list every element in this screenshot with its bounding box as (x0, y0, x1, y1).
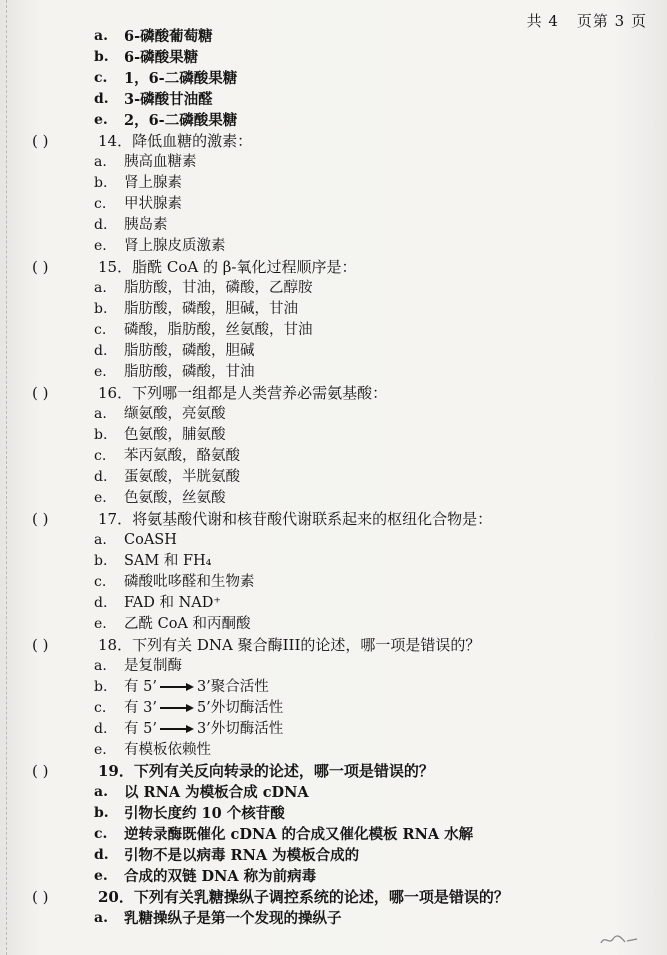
question-text: 20．下列有关乳糖操纵子调控系统的论述，哪一项是错误的？ (98, 888, 509, 906)
question-text: 15．脂酰 CoA 的 β-氧化过程顺序是： (98, 258, 357, 276)
option-letter: a. (94, 28, 108, 44)
option-row (0, 614, 667, 635)
option-row (0, 278, 667, 299)
right-arrow-icon (160, 683, 194, 691)
option-row (0, 593, 667, 614)
option-row (0, 110, 667, 131)
right-arrow-icon (160, 704, 194, 712)
option-text: CoASH (124, 532, 177, 548)
scribble-icon (599, 933, 639, 947)
option-text: 有模板依赖性 (124, 742, 211, 758)
option-text: 合成的双链 DNA 称为前病毒 (124, 868, 317, 885)
option-letter: b. (94, 805, 109, 821)
answer-blank: ( ) (32, 636, 49, 654)
option-text: 6-磷酸葡萄糖 (124, 28, 213, 45)
option-text: 磷酸吡哆醛和生物素 (124, 574, 255, 590)
option-letter: b. (94, 679, 108, 695)
option-row (0, 530, 667, 551)
option-text: 以 RNA 为模板合成 cDNA (124, 784, 309, 801)
option-text: 磷酸，脂肪酸，丝氨酸，甘油 (124, 322, 313, 338)
pen-scribble-mark (599, 933, 639, 951)
option-row (0, 215, 667, 236)
option-letter: a. (94, 406, 107, 422)
option-row (0, 656, 667, 677)
option-text: 脂肪酸，磷酸，胆碱 (124, 343, 255, 359)
option-row (0, 152, 667, 173)
option-letter: c. (94, 826, 108, 842)
question-17 (0, 509, 667, 530)
option-row (0, 572, 667, 593)
option-row (0, 299, 667, 320)
option-letter: d. (94, 343, 108, 359)
direction-from: 有 5’ (124, 721, 157, 737)
option-letter: b. (94, 301, 108, 317)
option-letter: c. (94, 700, 107, 716)
option-row (0, 467, 667, 488)
option-letter: a. (94, 280, 107, 296)
direction-from: 有 3’ (124, 700, 157, 716)
option-text: SAM 和 FH₄ (124, 553, 212, 569)
option-letter: a. (94, 154, 107, 170)
option-letter: b. (94, 427, 108, 443)
answer-blank: ( ) (32, 888, 49, 906)
option-row (0, 425, 667, 446)
question-text: 14．降低血糖的激素： (98, 132, 253, 150)
option-letter: c. (94, 322, 107, 338)
option-text: 脂肪酸，磷酸，甘油 (124, 364, 255, 380)
question-18 (0, 635, 667, 656)
question-text: 16．下列哪一组都是人类营养必需氨基酸： (98, 384, 388, 402)
direction-to: 3’外切酶活性 (196, 721, 284, 737)
question-text: 19．下列有关反向转录的论述，哪一项是错误的？ (98, 762, 434, 780)
option-row (0, 47, 667, 68)
option-letter: d. (94, 91, 109, 107)
option-row (0, 824, 667, 845)
option-letter: a. (94, 910, 108, 926)
total-pages: 共 4 (526, 12, 559, 30)
option-letter: d. (94, 595, 108, 611)
option-letter: d. (94, 469, 108, 485)
question-text: 18．下列有关 DNA 聚合酶III的论述，哪一项是错误的？ (98, 636, 481, 654)
direction-to: 3’聚合活性 (196, 679, 269, 695)
answer-blank: ( ) (32, 510, 49, 528)
option-text (124, 719, 283, 740)
option-row (0, 320, 667, 341)
option-letter: b. (94, 553, 108, 569)
option-text: 苯丙氨酸，酪氨酸 (124, 448, 240, 464)
option-text: 甲状腺素 (124, 196, 182, 212)
option-row (0, 404, 667, 425)
question-20 (0, 887, 667, 908)
option-text: 2，6-二磷酸果糖 (124, 112, 238, 129)
option-row (0, 68, 667, 89)
answer-blank: ( ) (32, 384, 49, 402)
option-letter: c. (94, 448, 107, 464)
question-list (0, 26, 667, 929)
option-letter: c. (94, 196, 107, 212)
option-text: 肾上腺皮质激素 (124, 238, 226, 254)
option-text: 色氨酸，丝氨酸 (124, 490, 226, 506)
option-letter: b. (94, 175, 108, 191)
option-row (0, 782, 667, 803)
question-text: 17．将氨基酸代谢和核苷酸代谢联系起来的枢纽化合物是： (98, 510, 493, 528)
option-letter: e. (94, 238, 107, 254)
answer-blank: ( ) (32, 258, 49, 276)
option-text: 6-磷酸果糖 (124, 49, 199, 66)
right-arrow-icon (160, 725, 194, 733)
option-letter: e. (94, 364, 107, 380)
option-text: 色氨酸，脯氨酸 (124, 427, 226, 443)
option-text: 乳糖操纵子是第一个发现的操纵子 (124, 910, 342, 927)
option-row (0, 698, 667, 719)
option-text (124, 677, 269, 698)
option-row (0, 908, 667, 929)
answer-blank: ( ) (32, 132, 49, 150)
option-row (0, 236, 667, 257)
option-row (0, 26, 667, 47)
option-row (0, 173, 667, 194)
option-row (0, 551, 667, 572)
option-letter: e. (94, 490, 107, 506)
option-letter: e. (94, 742, 107, 758)
option-letter: d. (94, 721, 108, 737)
answer-blank: ( ) (32, 762, 49, 780)
option-text (124, 698, 283, 719)
direction-from: 有 5’ (124, 679, 157, 695)
option-text: 胰岛素 (124, 217, 168, 233)
option-row (0, 719, 667, 740)
option-text: 肾上腺素 (124, 175, 182, 191)
option-letter: e. (94, 616, 107, 632)
option-row (0, 488, 667, 509)
option-row (0, 194, 667, 215)
question-19 (0, 761, 667, 782)
option-text: 缬氨酸，亮氨酸 (124, 406, 226, 422)
question-14 (0, 131, 667, 152)
option-letter: c. (94, 574, 107, 590)
option-text: 胰高血糖素 (124, 154, 197, 170)
option-text: 脂肪酸，磷酸，胆碱，甘油 (124, 301, 298, 317)
option-letter: a. (94, 532, 107, 548)
option-letter: a. (94, 784, 108, 800)
option-row (0, 845, 667, 866)
option-text: 1，6-二磷酸果糖 (124, 70, 238, 87)
option-row (0, 362, 667, 383)
option-row (0, 803, 667, 824)
option-row (0, 446, 667, 467)
option-text: 逆转录酶既催化 cDNA 的合成又催化模板 RNA 水解 (124, 826, 474, 843)
option-text: 脂肪酸，甘油，磷酸，乙醇胺 (124, 280, 313, 296)
question-15 (0, 257, 667, 278)
option-row (0, 866, 667, 887)
option-text: 是复制酶 (124, 658, 182, 674)
option-letter: a. (94, 658, 107, 674)
option-row (0, 89, 667, 110)
option-text: 蛋氨酸，半胱氨酸 (124, 469, 240, 485)
option-letter: e. (94, 868, 108, 884)
option-letter: e. (94, 112, 108, 128)
option-text: 乙酰 CoA 和丙酮酸 (124, 616, 251, 632)
option-row (0, 740, 667, 761)
option-letter: d. (94, 847, 109, 863)
direction-to: 5’外切酶活性 (196, 700, 284, 716)
question-16 (0, 383, 667, 404)
option-letter: d. (94, 217, 108, 233)
option-text: FAD 和 NAD⁺ (124, 595, 222, 611)
option-text: 引物不是以病毒 RNA 为模板合成的 (124, 847, 360, 864)
option-row (0, 341, 667, 362)
option-row (0, 677, 667, 698)
option-letter: b. (94, 49, 109, 65)
option-text: 3-磷酸甘油醛 (124, 91, 213, 108)
page-number: 页第 3 页 (576, 12, 647, 30)
option-letter: c. (94, 70, 108, 86)
option-text: 引物长度约 10 个核苷酸 (124, 805, 285, 822)
